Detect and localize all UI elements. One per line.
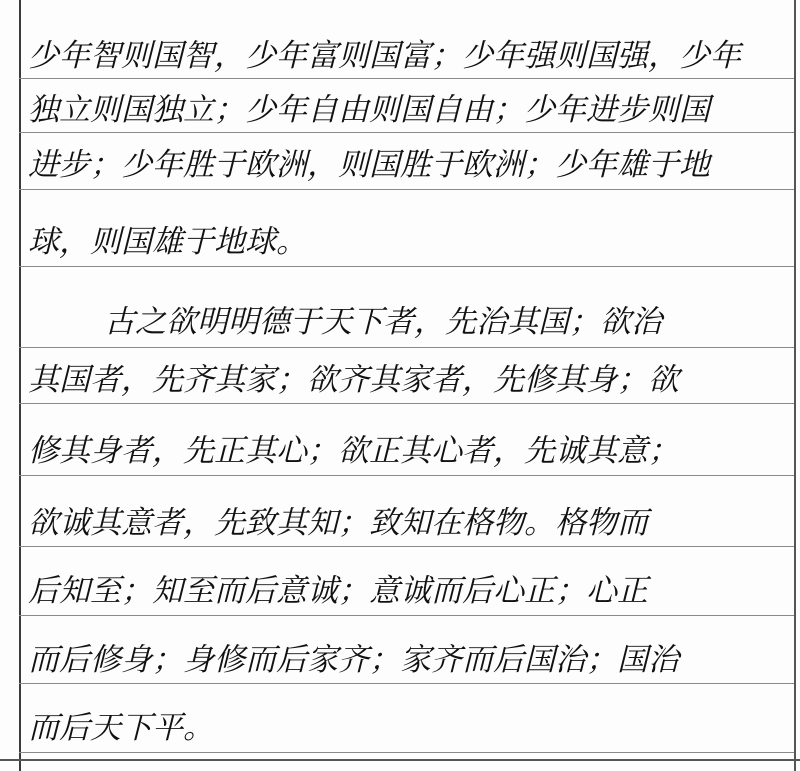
ruled-line: [19, 403, 794, 404]
text-line-10: 而后修身；身修而后家齐；家齐而后国治；国治: [28, 642, 679, 678]
ruled-line: [19, 189, 794, 190]
ruled-line: [19, 615, 794, 616]
ruled-line: [19, 546, 794, 547]
text-line-11: 而后天下平。: [28, 710, 214, 746]
text-line-5: 古之欲明明德于天下者，先治其国；欲治: [104, 304, 662, 340]
text-line-1: 少年智则国智，少年富则国富；少年强则国强，少年: [28, 38, 741, 74]
text-line-8: 欲诚其意者，先致其知；致知在格物。格物而: [28, 505, 648, 541]
text-line-6: 其国者，先齐其家；欲齐其家者，先修其身；欲: [28, 362, 679, 398]
text-line-7: 修其身者，先正其心；欲正其心者，先诚其意；: [28, 433, 679, 469]
ruled-line: [19, 752, 794, 753]
text-line-2: 独立则国独立；少年自由则国自由；少年进步则国: [28, 92, 710, 128]
ruled-line: [19, 266, 794, 267]
ruled-line: [19, 347, 794, 348]
text-line-9: 后知至；知至而后意诚；意诚而后心正；心正: [28, 573, 648, 609]
page-edge-bottom: [0, 759, 800, 761]
page-edge-right: [794, 0, 796, 771]
margin-line: [19, 0, 21, 771]
text-line-4: 球，则国雄于地球。: [28, 224, 307, 260]
ruled-line: [19, 683, 794, 684]
ruled-line: [19, 475, 794, 476]
text-line-3: 进步；少年胜于欧洲，则国胜于欧洲；少年雄于地: [28, 147, 710, 183]
